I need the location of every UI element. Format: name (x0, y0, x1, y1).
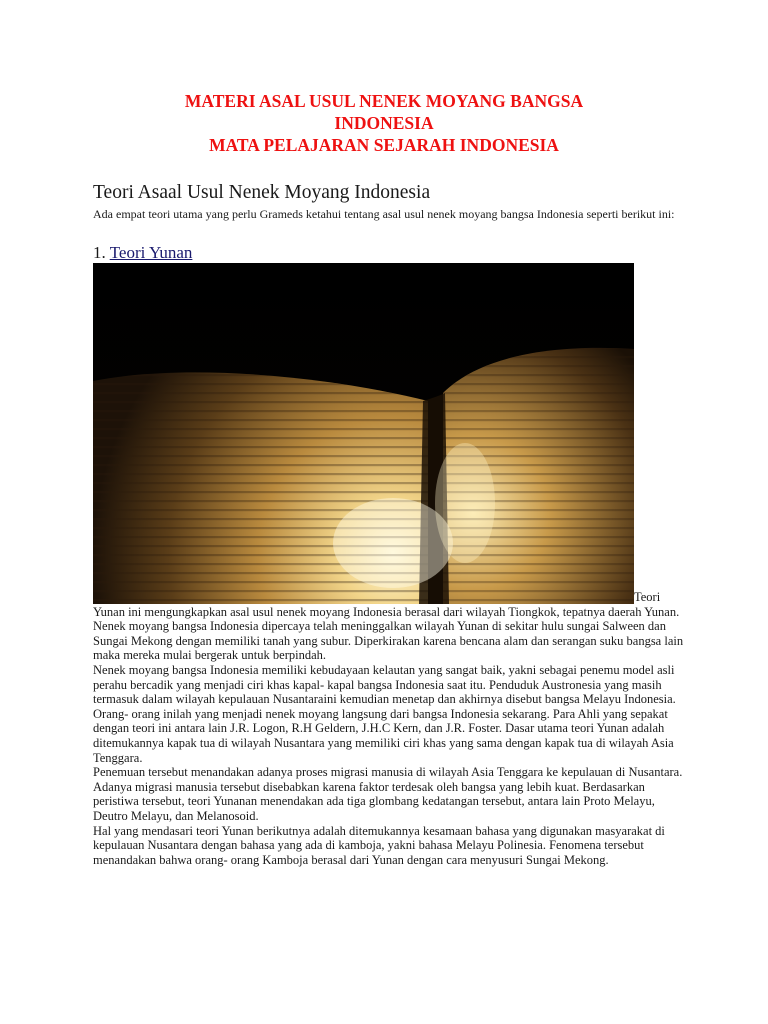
subheading-number: 1. (93, 243, 110, 262)
section-heading: Teori Asaal Usul Nenek Moyang Indonesia (93, 182, 431, 203)
intro-paragraph: Ada empat teori utama yang perlu Grameds ketahui tentang asal usul nenek moyang bangsa Indonesia seperti berikut ini: (93, 207, 675, 221)
subheading-teori-yunan (93, 242, 192, 264)
teori-yunan-link[interactable]: Teori Yunan (109, 243, 193, 262)
open-book-photo-icon (93, 263, 634, 604)
paragraph-2: Nenek moyang bangsa Indonesia memiliki kebudayaan kelautan yang sangat baik, yakni sebagai penemu model asli perahu bercadik yang menjadi ciri khas kapal- kapal bangsa Indonesia saat itu. Penduduk Austronesia yang masih termasuk dalam wilayah kepulauan Nusantaraini kemudian menetap dan akhirnya disebut bangsa Melayu Indonesia. (93, 662, 676, 707)
title-line-2: INDONESIA (334, 113, 434, 133)
body-text (93, 590, 685, 867)
book-illustration (93, 263, 634, 604)
title-line-1: MATERI ASAL USUL NENEK MOYANG BANGSA (184, 91, 584, 111)
paragraph-3: Orang- orang inilah yang menjadi nenek moyang langsung dari bangsa Indonesia sekarang. Para Ahli yang sepakat dengan teori ini antara lain J.R. Logon, R.H Geldern, J.H.C Kern, dan J.R. Foster. Dasar utama teori Yunan adalah ditemukannya kapak tua di wilayah Nusantara yang memiliki ciri khas yang sama dengan kapak tua di wilayah Asia Tenggara. (93, 706, 674, 765)
paragraph-4: Penemuan tersebut menandakan adanya proses migrasi manusia di wilayah Asia Tenggara ke kepulauan di Nusantara. Adanya migrasi manusia tersebut disebabkan karena faktor terdesak oleh bangsa yang lebih kuat. Berdasarkan peristiwa tersebut, teori Yunanan menendakan ada tiga glombang kedatangan tersebut, antara lain Proto Melayu, Deutro Melayu, dan Melanosoid. (93, 765, 683, 823)
paragraph-1-text: Teori Yunan ini mengungkapkan asal usul nenek moyang Indonesia berasal dari wilayah Tiongkok, tepatnya daerah Yunan. Nenek moyang bangsa Indonesia dipercaya telah meninggalkan wilayah Yunan di sekitar hulu sungai Salween dan Sungai Mekong dengan memiliki tanah yang subur. Diperkirakan karena bencana alam dan serangan suku bangsa lain maka mereka mulai bergerak untuk berpindah. (93, 590, 684, 663)
document-title (92, 90, 676, 156)
title-line-3: MATA PELAJARAN SEJARAH INDONESIA (209, 135, 559, 155)
paragraph-5: Hal yang mendasari teori Yunan berikutnya adalah ditemukannya kesamaan bahasa yang digunakan masyarakat di kepulauan Nusantara dengan bahasa yang ada di kamboja, yakni bahasa Melayu Polinesia. Fenomena tersebut menandakan bahwa orang- orang Kamboja berasal dari Yunan dengan cara menyusuri Sungai Mekong. (93, 823, 665, 867)
paragraph-1 (93, 590, 685, 663)
